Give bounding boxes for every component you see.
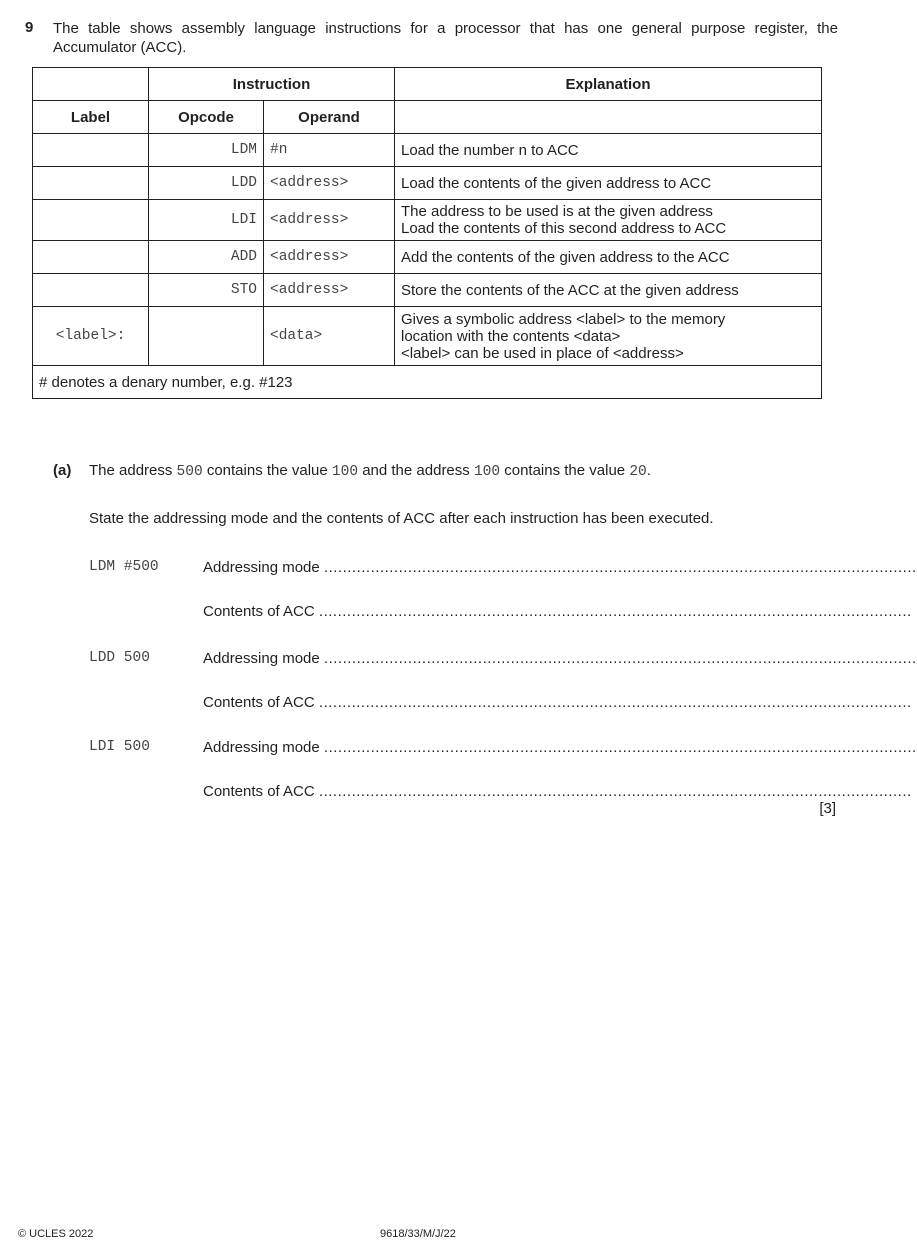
statement-text: .	[646, 462, 651, 479]
table-column-header-row	[33, 101, 822, 134]
acc-contents-answer-line[interactable]: Contents of ACC ...............................................................................................................................	[203, 783, 912, 800]
part-a-instruction: State the addressing mode and the contents of ACC after each instruction has been executed.	[89, 510, 714, 527]
explanation-cell	[395, 241, 822, 274]
label-cell	[33, 241, 149, 274]
empty-header-cell	[33, 68, 149, 101]
table-group-header-row	[33, 68, 822, 101]
label-cell	[33, 134, 149, 167]
memory-value: 100	[331, 464, 359, 480]
explanation-cell	[395, 134, 822, 167]
explanation-cell	[395, 167, 822, 200]
operand-cell: #n	[264, 134, 395, 167]
marks-allocation: [3]	[819, 800, 836, 817]
answer-label: Contents of ACC	[203, 694, 315, 711]
answer-instruction: LDD 500	[89, 650, 150, 666]
explanation-line: Load the contents of the given address to ACC	[401, 174, 712, 192]
copyright-footer: © UCLES 2022	[18, 1228, 94, 1240]
opcode-cell: LDI	[149, 200, 264, 241]
question-number: 9	[25, 19, 34, 36]
paper-code-footer: 9618/33/M/J/22	[380, 1228, 456, 1240]
operand-cell: <data>	[264, 307, 395, 366]
answer-instruction: LDI 500	[89, 739, 150, 755]
part-a-statement	[89, 462, 651, 480]
addressing-mode-answer-line[interactable]: Addressing mode ...............................................................................................................................	[203, 739, 917, 756]
opcode-column-header: Opcode	[149, 101, 264, 134]
question-intro: The table shows assembly language instructions for a processor that has one general purpose register, the Accumulator (ACC).	[53, 20, 838, 56]
opcode-cell: LDM	[149, 134, 264, 167]
operand-cell: <address>	[264, 274, 395, 307]
instruction-group-header: Instruction	[149, 68, 395, 101]
answer-label: Addressing mode	[203, 650, 320, 667]
table-footnote-row	[33, 366, 822, 399]
table-row	[33, 274, 822, 307]
opcode-cell: LDD	[149, 167, 264, 200]
memory-value: 20	[629, 464, 647, 480]
answer-label: Contents of ACC	[203, 783, 315, 800]
instruction-table	[32, 67, 822, 399]
opcode-cell: STO	[149, 274, 264, 307]
operand-cell: <address>	[264, 167, 395, 200]
table-row	[33, 200, 822, 241]
explanation-cell	[395, 274, 822, 307]
address-value: 500	[176, 464, 203, 480]
label-cell	[33, 200, 149, 241]
opcode-cell: ADD	[149, 241, 264, 274]
explanation-cell	[395, 307, 822, 366]
explanation-line: <label> can be used in place of <address>	[401, 344, 684, 362]
opcode-cell	[149, 307, 264, 366]
explanation-line: Load the number n to ACC	[401, 141, 579, 159]
table-footnote: # denotes a denary number, e.g. #123	[33, 366, 822, 399]
address-value: 100	[473, 464, 501, 480]
explanation-line: Gives a symbolic address <label> to the memory	[401, 310, 726, 328]
addressing-mode-answer-line[interactable]: Addressing mode ...............................................................................................................................	[203, 650, 917, 667]
operand-column-header: Operand	[264, 101, 395, 134]
statement-text: The address	[89, 462, 177, 479]
operand-cell: <address>	[264, 241, 395, 274]
statement-text: and the address	[358, 462, 474, 479]
explanation-cell	[395, 200, 822, 241]
answer-label: Addressing mode	[203, 739, 320, 756]
acc-contents-answer-line[interactable]: Contents of ACC ...............................................................................................................................	[203, 694, 912, 711]
table-row	[33, 241, 822, 274]
explanation-line: The address to be used is at the given address	[401, 203, 713, 220]
explanation-empty-header	[395, 101, 822, 134]
answer-label: Addressing mode	[203, 559, 320, 576]
explanation-line: Store the contents of the ACC at the given address	[401, 281, 739, 299]
answer-label: Contents of ACC	[203, 603, 315, 620]
statement-text: contains the value	[202, 462, 332, 479]
label-cell	[33, 167, 149, 200]
table-row	[33, 307, 822, 366]
statement-text: contains the value	[500, 462, 630, 479]
label-column-header: Label	[33, 101, 149, 134]
label-cell: <label>:	[33, 307, 149, 366]
explanation-line: location with the contents <data>	[401, 327, 621, 345]
explanation-group-header: Explanation	[395, 68, 822, 101]
explanation-line: Load the contents of this second address to ACC	[401, 220, 727, 237]
addressing-mode-answer-line[interactable]: Addressing mode ...............................................................................................................................	[203, 559, 917, 576]
operand-cell: <address>	[264, 200, 395, 241]
acc-contents-answer-line[interactable]: Contents of ACC ...............................................................................................................................	[203, 603, 912, 620]
table-row	[33, 134, 822, 167]
part-a-label: (a)	[53, 462, 72, 479]
label-cell	[33, 274, 149, 307]
table-row	[33, 167, 822, 200]
answer-instruction: LDM #500	[89, 559, 159, 575]
explanation-line: Add the contents of the given address to the ACC	[401, 248, 730, 266]
